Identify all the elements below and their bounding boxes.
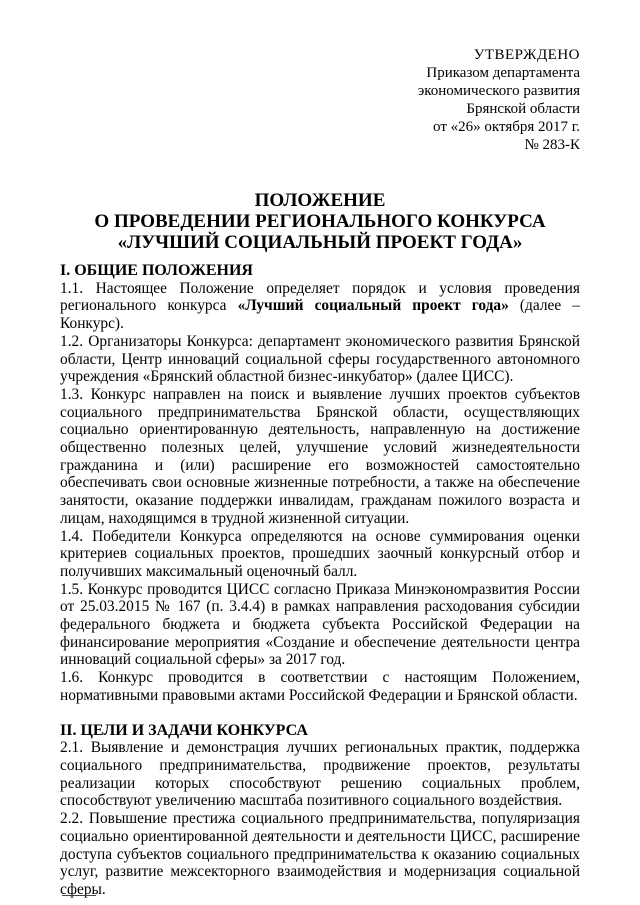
paragraph-1-6: 1.6. Конкурс проводится в соответствии с настоящим Положением, нормативными правовыми актами Российской Федерации и Брянской области. xyxy=(60,669,580,704)
paragraph-text: (далее – Конкурс). xyxy=(60,297,581,333)
document-title xyxy=(60,190,580,253)
contest-name-bold: «Лучший социальный проект года» xyxy=(237,297,509,315)
paragraph-1-2: 1.2. Организаторы Конкурса: департамент экономического развития Брянской области, Центр инноваций социальной сферы государственного автономного учреждения «Брянский областной бизнес-инкубатор» (далее ЦИСС). xyxy=(60,332,580,386)
paragraph-1-1 xyxy=(60,280,580,333)
approval-stamp xyxy=(320,46,580,154)
paragraph-1-4: 1.4. Победители Конкурса определяются на основе суммирования оценки критериев социальных проектов, прошедших заочный конкурсный отбор и получивших максимальный оценочный балл. xyxy=(60,527,580,580)
document-body xyxy=(60,262,580,899)
paragraph-1-3: 1.3. Конкурс направлен на поиск и выявление лучших проектов субъектов социального предпринимательства Брянской области, осуществляющих социально ориентированную деятельность, направленную на достижение общественно полезных целей, улучшение условий жизнедеятельности гражданина и (или) расширение его возможностей самостоятельно обеспечивать свои основные жизненные потребности, а также на обеспечение занятости, оказание поддержки инвалидам, гражданам пожилого возраста и лицам, находящимся в трудной жизненной ситуации. xyxy=(60,385,580,527)
approval-line: экономического развития xyxy=(417,83,580,99)
approval-line: УТВЕРЖДЕНО xyxy=(473,47,580,63)
approval-line: Брянской области xyxy=(466,101,580,117)
title-line: О ПРОВЕДЕНИИ РЕГИОНАЛЬНОГО КОНКУРСА xyxy=(94,211,546,232)
approval-line: Приказом департамента xyxy=(426,65,580,81)
approval-line: от «26» октября 2017 г. xyxy=(433,119,580,135)
footnote-divider xyxy=(62,895,96,900)
title-line: ПОЛОЖЕНИЕ xyxy=(254,190,386,211)
title-line: «ЛУЧШИЙ СОЦИАЛЬНЫЙ ПРОЕКТ ГОДА» xyxy=(117,232,523,253)
paragraph-text: 1.1. Настоящее Положение определяет порядок и условия проведения регионального конкурса xyxy=(60,279,580,315)
paragraph-1-5: 1.5. Конкурс проводится ЦИСС согласно Приказа Минэкономразвития России от 25.03.2015 № 167 (п. 3.4.4) в рамках направления расходования субсидии федерального бюджета и бюджета субъекта Российской Федерации на финансирование мероприятия «Создание и обеспечение деятельности центра инноваций социальной сферы» за 2017 год. xyxy=(60,580,580,669)
section-heading-goals: II. ЦЕЛИ И ЗАДАЧИ КОНКУРСА xyxy=(60,721,308,739)
paragraph-2-1: 2.1. Выявление и демонстрация лучших региональных практик, поддержка социального предпринимательства, продвижение проектов, результаты реализации которых способствуют решению социальных проблем, способствуют увеличению масштаба позитивного социального воздействия. xyxy=(60,739,580,810)
approval-line: № 283-К xyxy=(524,137,580,153)
section-heading-general: I. ОБЩИЕ ПОЛОЖЕНИЯ xyxy=(60,262,253,279)
paragraph-2-2: 2.2. Повышение престижа социального предпринимательства, популяризация социально ориентированной деятельности и деятельности ЦИСС, расширение доступа субъектов социального предпринимательства к оказанию социальных услуг, развитие межсекторного взаимодействия и модернизация социальной сферы. xyxy=(60,810,580,898)
